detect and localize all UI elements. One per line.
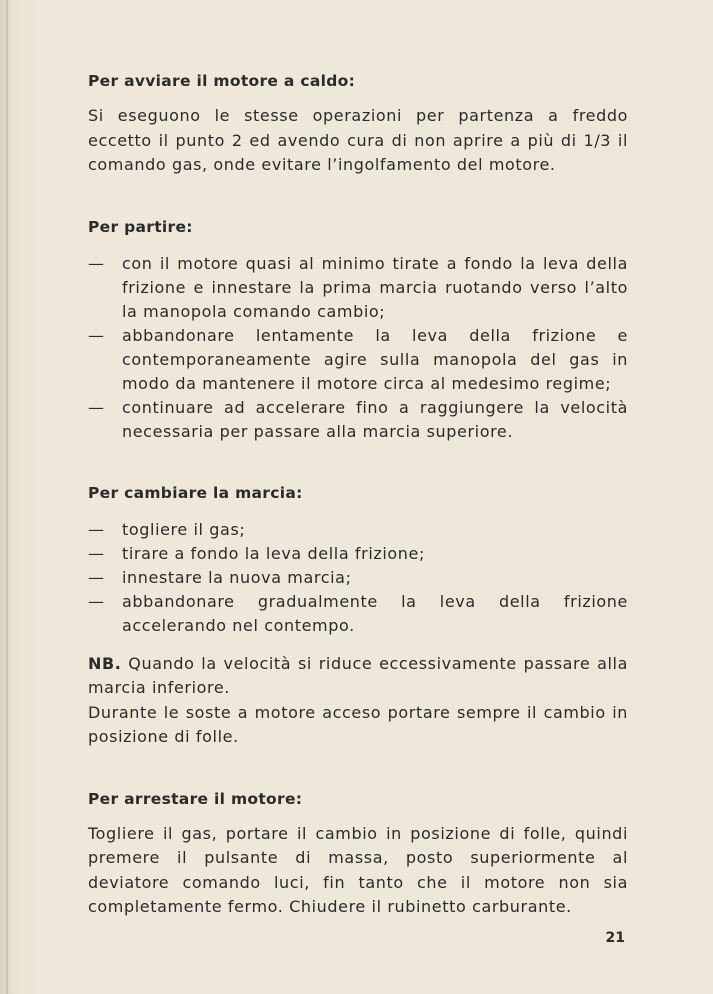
dash-bullet: —: [88, 519, 105, 539]
list-item: [88, 396, 628, 444]
heading-stop-engine: Per arrestare il motore:: [88, 789, 303, 808]
heading-change-gear: Per cambiare la marcia:: [88, 483, 303, 502]
dash-bullet: —: [88, 397, 105, 417]
dash-bullet: —: [88, 543, 105, 563]
list-item-text: abbandonare lentamente la leva della frizione e contemporaneamente agire sulla manopola del gas in modo da mantenere il motore circa al medesimo regime;: [122, 325, 628, 393]
page-content: [88, 72, 628, 920]
list-item-text: innestare la nuova marcia;: [122, 567, 352, 587]
list-item-text: abbandonare gradualmente la leva della frizione accelerando nel contempo.: [122, 591, 628, 635]
list-item-text: continuare ad accelerare fino a raggiungere la velocità necessaria per passare alla marcia superiore.: [122, 397, 628, 441]
list-item: [88, 566, 628, 590]
list-item: [88, 542, 628, 566]
list-item-text: tirare a fondo la leva della frizione;: [122, 543, 425, 563]
list-item: [88, 590, 628, 638]
list-item: [88, 518, 628, 542]
dash-bullet: —: [88, 567, 105, 587]
list-item-text: con il motore quasi al minimo tirate a fondo la leva della frizione e innestare la prima marcia ruotando verso l’alto la manopola comando cambio;: [122, 253, 628, 321]
list-item-text: togliere il gas;: [122, 519, 246, 539]
dash-bullet: —: [88, 591, 105, 611]
page-number: 21: [605, 930, 625, 946]
nb-label: NB.: [88, 653, 122, 673]
nb-paragraph: [88, 652, 628, 701]
list-change-gear: [88, 518, 628, 638]
paragraph-warm-start: Si eseguono le stesse operazioni per partenza a freddo eccetto il punto 2 ed avendo cura di non aprire a più di 1/3 il comando gas, onde evitare l’ingolfamento del motore.: [88, 106, 628, 174]
page-binding-edge: [6, 0, 8, 994]
dash-bullet: —: [88, 253, 105, 273]
list-start-off: [88, 252, 628, 444]
heading-start-off: Per partire:: [88, 217, 193, 236]
list-item: [88, 252, 628, 324]
note-paragraph: Durante le soste a motore acceso portare sempre il cambio in posizione di folle.: [88, 702, 628, 746]
dash-bullet: —: [88, 325, 105, 345]
paragraph-stop-engine: Togliere il gas, portare il cambio in posizione di folle, quindi premere il pulsante di massa, posto superiormente al deviatore comando luci, fin tanto che il motore non sia completamente fermo. Chiudere il rubinetto carburante.: [88, 823, 628, 916]
heading-warm-start: Per avviare il motore a caldo:: [88, 72, 356, 90]
nb-text: Quando la velocità si riduce eccessivamente passare alla marcia inferiore.: [88, 653, 629, 697]
list-item: [88, 324, 628, 396]
